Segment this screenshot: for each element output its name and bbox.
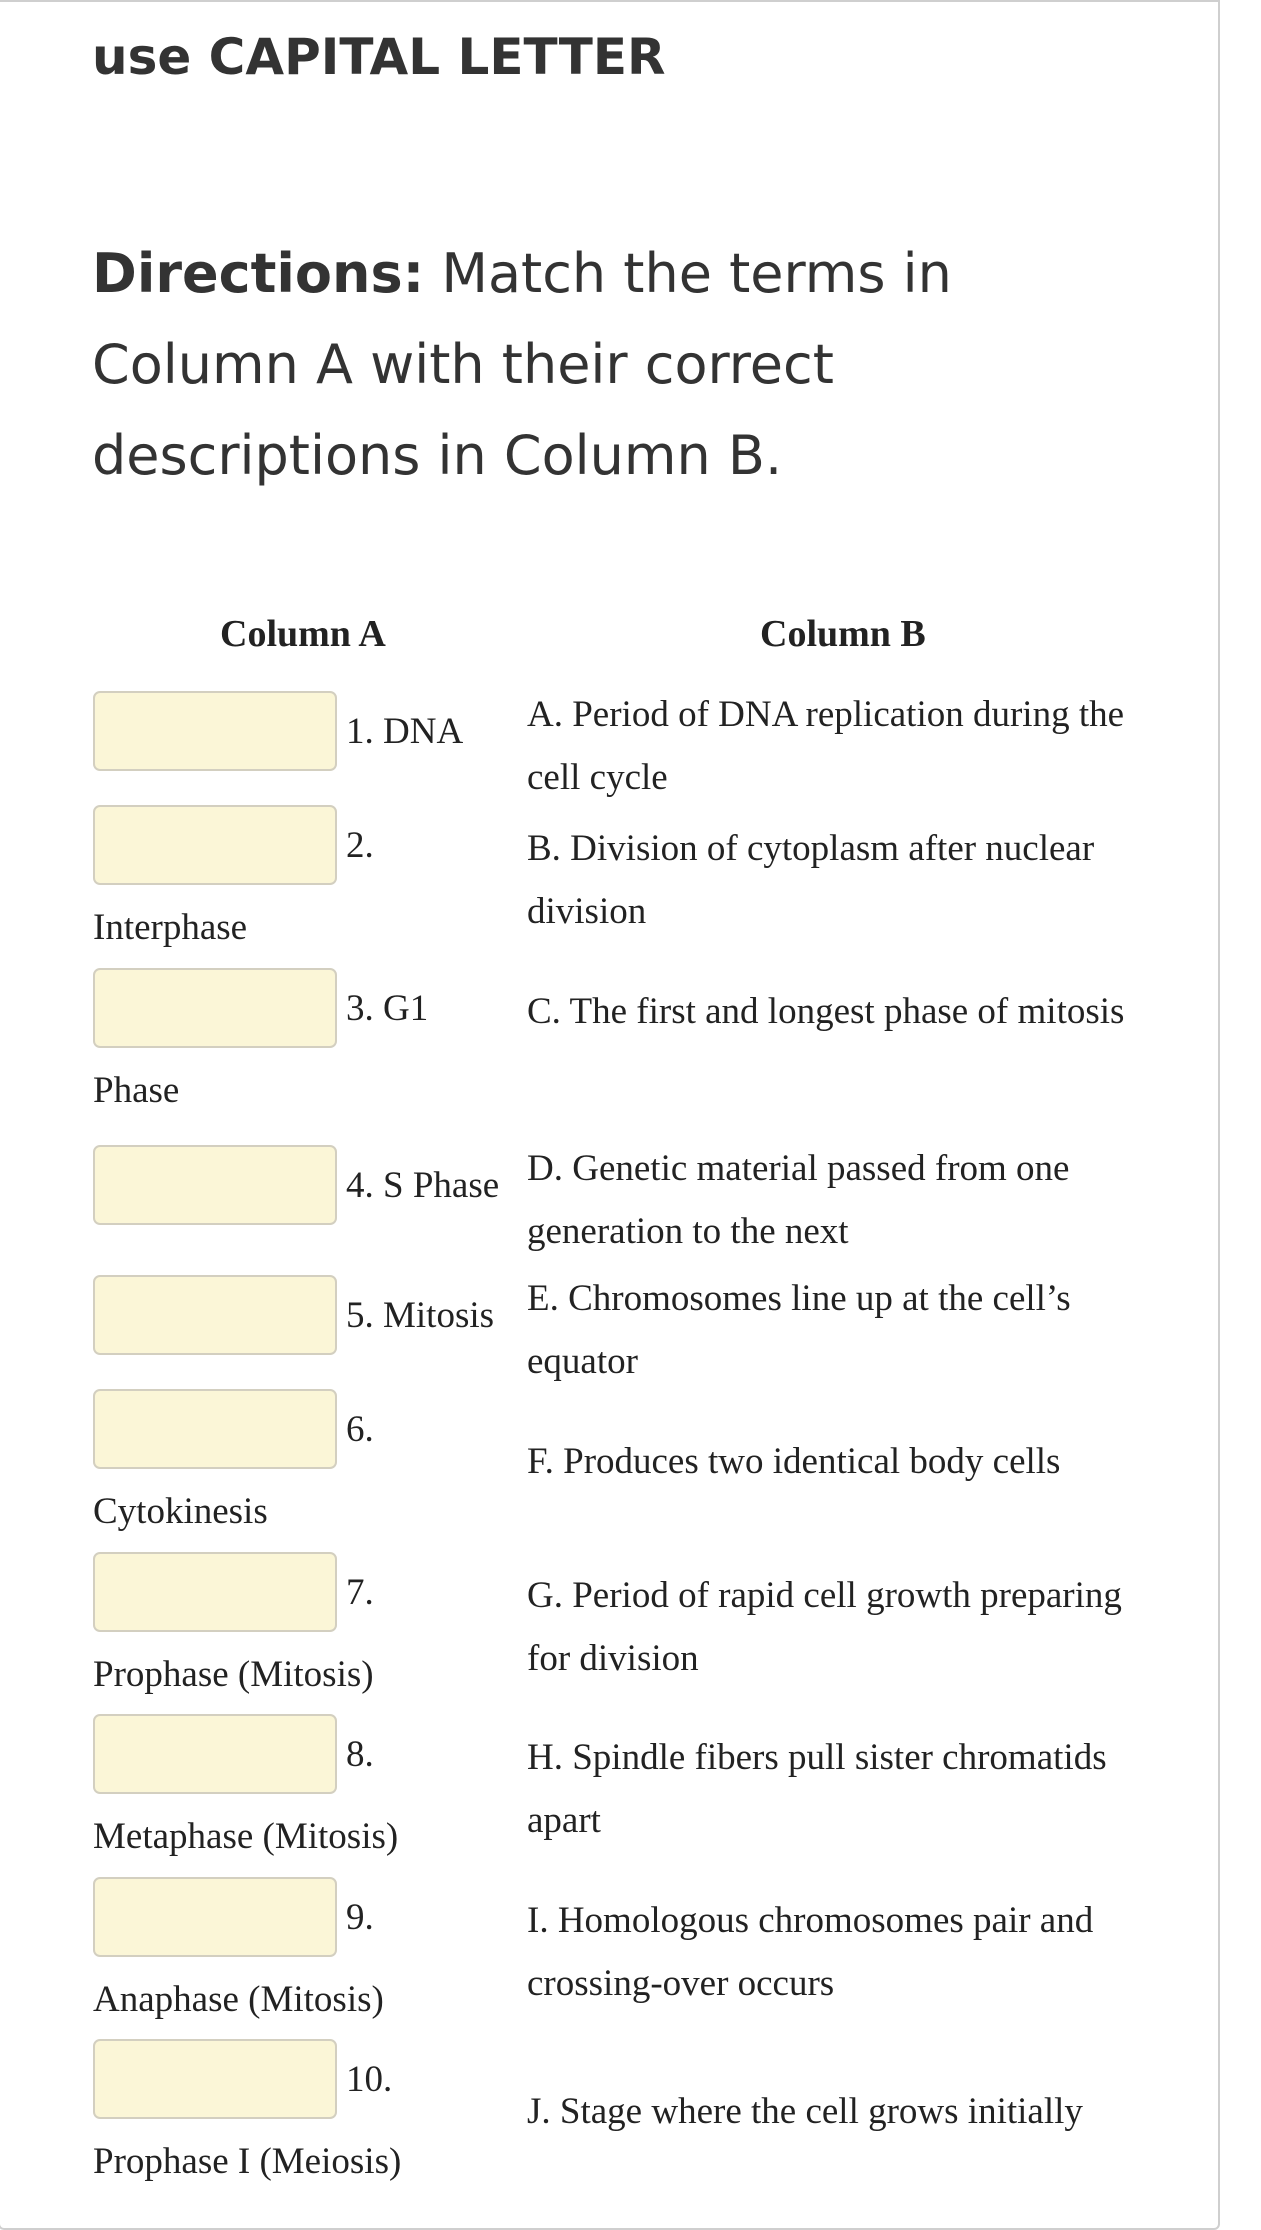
column-b-header: Column B <box>760 613 926 655</box>
description-f: F. Produces two identical body cells <box>527 1441 1061 1482</box>
description-c: C. The first and longest phase of mitosis <box>527 991 1125 1032</box>
answer-box-7[interactable] <box>93 1552 337 1632</box>
term-8-number: 8. <box>346 1734 374 1775</box>
description-b: B. Division of cytoplasm after nuclear division <box>527 828 1095 932</box>
description-h: H. Spindle fibers pull sister chromatids apart <box>527 1737 1107 1841</box>
term-3-name: Phase <box>93 1070 180 1111</box>
directions-label: Directions: <box>92 242 425 305</box>
answer-box-1[interactable] <box>93 691 337 771</box>
column-a-header: Column A <box>220 613 386 655</box>
answer-box-9[interactable] <box>93 1877 337 1957</box>
answer-box-4[interactable] <box>93 1145 337 1225</box>
term-2-name: Interphase <box>93 907 248 948</box>
answer-box-6[interactable] <box>93 1389 337 1469</box>
answer-box-2[interactable] <box>93 805 337 885</box>
answer-box-10[interactable] <box>93 2039 337 2119</box>
directions-text <box>92 228 1172 501</box>
term-6-number: 6. <box>346 1409 374 1450</box>
description-d: D. Genetic material passed from one generation to the next <box>527 1148 1070 1252</box>
description-j: J. Stage where the cell grows initially <box>527 2091 1083 2132</box>
term-10-name: Prophase I (Meiosis) <box>93 2141 402 2182</box>
term-7-number: 7. <box>346 1572 374 1613</box>
directions-body: Match the terms in Column A with their correct descriptions in Column B. <box>92 242 952 487</box>
term-6-name: Cytokinesis <box>93 1491 268 1532</box>
description-a: A. Period of DNA replication during the cell cycle <box>527 694 1125 798</box>
term-5: 5. Mitosis <box>346 1295 495 1336</box>
answer-box-5[interactable] <box>93 1275 337 1355</box>
term-9-name: Anaphase (Mitosis) <box>93 1979 384 2020</box>
term-9-number: 9. <box>346 1897 374 1938</box>
description-g: G. Period of rapid cell growth preparing for division <box>527 1575 1122 1679</box>
term-10-number: 10. <box>346 2059 393 2100</box>
instruction-text: use CAPITAL LETTER <box>92 28 666 86</box>
term-1: 1. DNA <box>346 711 464 752</box>
term-2-number: 2. <box>346 825 374 866</box>
term-3-number: 3. G1 <box>346 988 429 1029</box>
term-7-name: Prophase (Mitosis) <box>93 1654 374 1695</box>
description-i: I. Homologous chromosomes pair and crossing-over occurs <box>527 1900 1094 2004</box>
description-e: E. Chromosomes line up at the cell’s equator <box>527 1278 1071 1382</box>
answer-box-3[interactable] <box>93 968 337 1048</box>
term-8-name: Metaphase (Mitosis) <box>93 1816 399 1857</box>
term-4: 4. S Phase <box>346 1165 500 1206</box>
answer-box-8[interactable] <box>93 1714 337 1794</box>
